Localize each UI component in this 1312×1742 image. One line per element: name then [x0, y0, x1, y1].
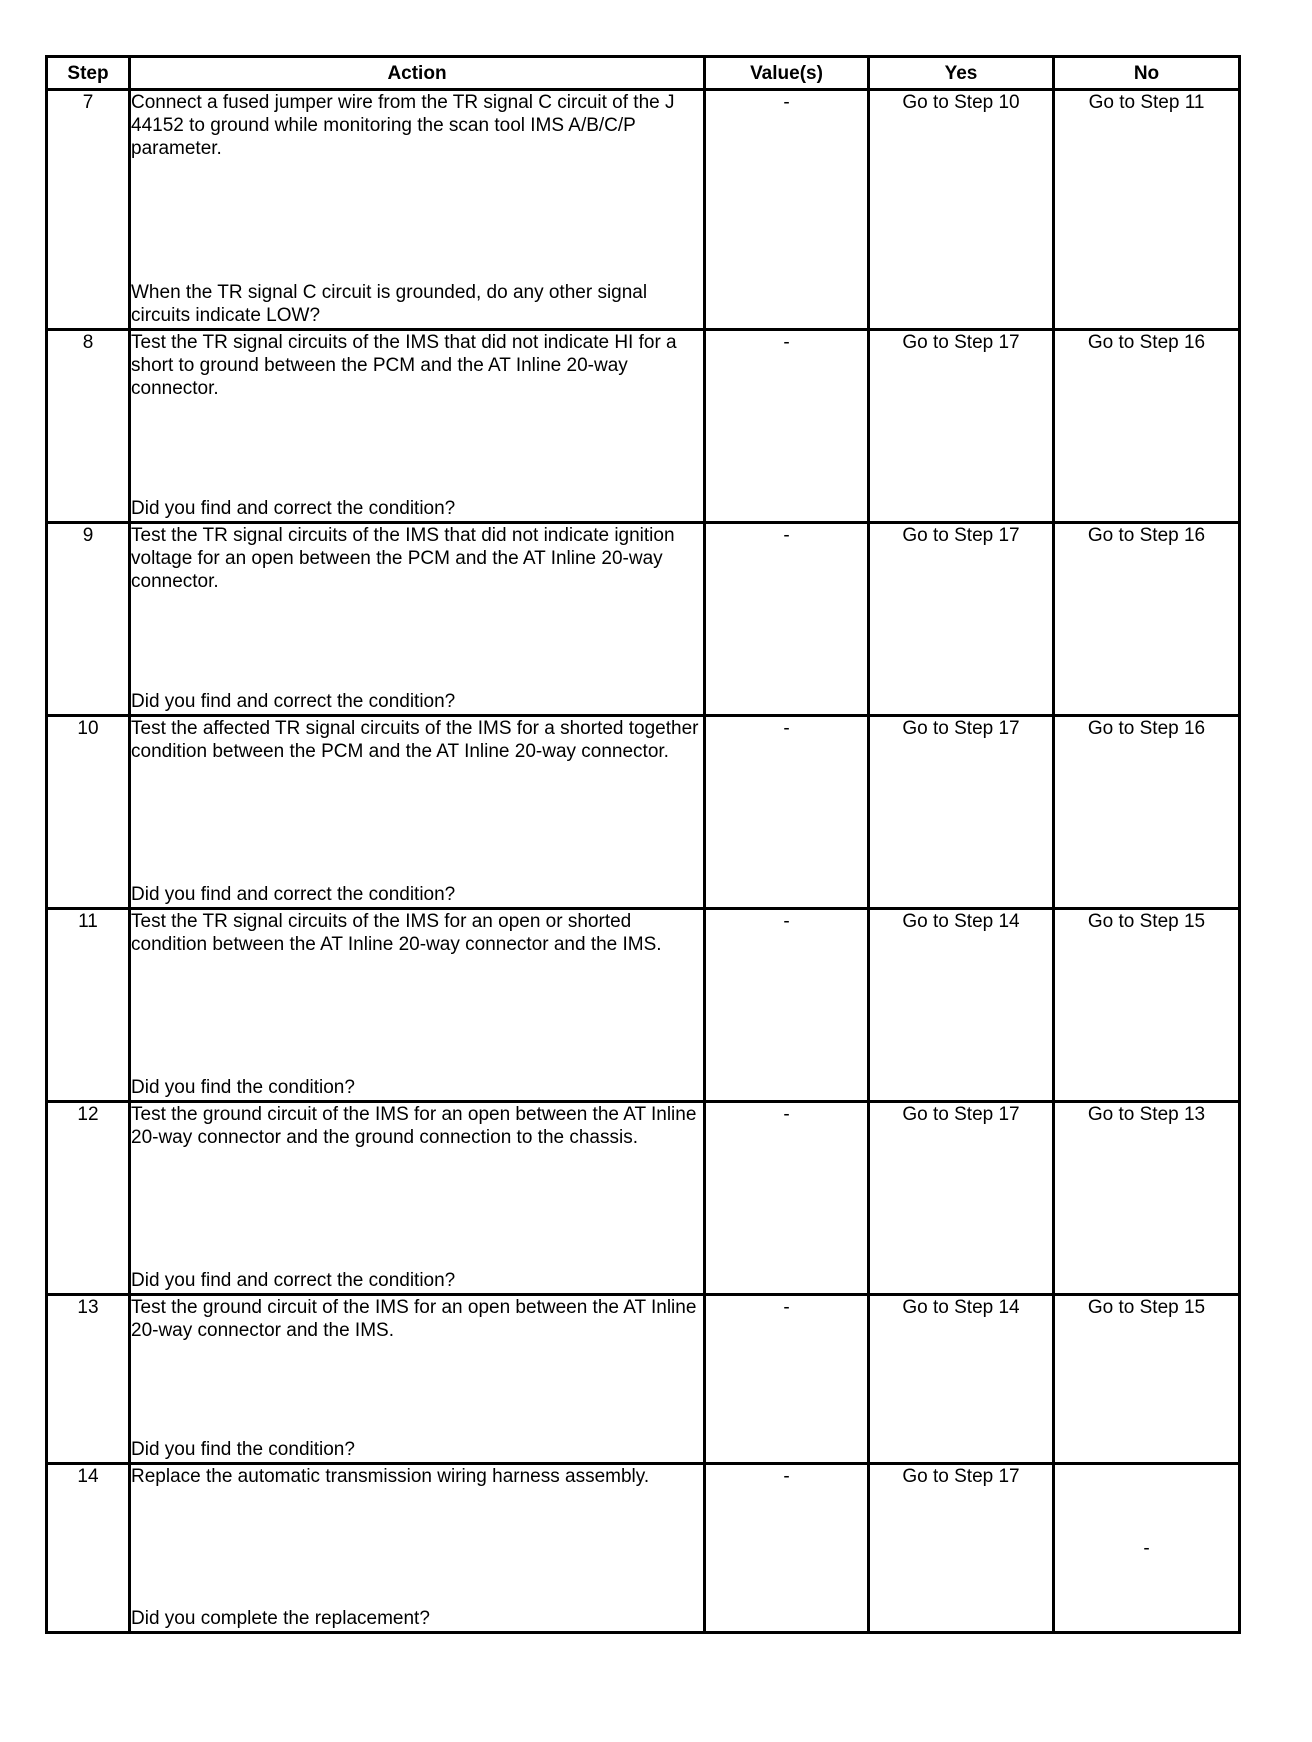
step-number: 7: [47, 90, 130, 330]
table-row: [47, 909, 1240, 1102]
action-text: Test the TR signal circuits of the IMS that did not indicate HI for a short to ground between the PCM and the AT Inline 20-way connector.: [131, 332, 677, 399]
action-question: Did you find and correct the condition?: [131, 884, 456, 905]
action-cell: [130, 523, 705, 716]
table-row: [47, 1464, 1240, 1633]
step-number: 8: [47, 330, 130, 523]
table-row: [47, 1295, 1240, 1464]
yes-result: Go to Step 14: [869, 1295, 1054, 1464]
action-question: Did you find the condition?: [131, 1077, 355, 1098]
action-text: Replace the automatic transmission wiring harness assembly.: [131, 1466, 650, 1487]
step-number: 12: [47, 1102, 130, 1295]
step-number: 14: [47, 1464, 130, 1633]
no-result: Go to Step 13: [1054, 1102, 1240, 1295]
action-text: Connect a fused jumper wire from the TR signal C circuit of the J 44152 to ground while monitoring the scan tool IMS A/B/C/P parameter.: [131, 92, 675, 159]
header-row: [47, 57, 1240, 90]
action-question: Did you find and correct the condition?: [131, 498, 456, 519]
action-question: Did you find and correct the condition?: [131, 691, 456, 712]
table-row: [47, 330, 1240, 523]
value-cell: -: [705, 330, 869, 523]
value-cell: -: [705, 1102, 869, 1295]
value-cell: -: [705, 1464, 869, 1633]
action-text: Test the ground circuit of the IMS for an open between the AT Inline 20-way connector and the IMS.: [131, 1297, 697, 1341]
yes-result: Go to Step 17: [869, 716, 1054, 909]
diagnostic-table: [45, 55, 1241, 1634]
table-row: [47, 716, 1240, 909]
action-text: Test the affected TR signal circuits of the IMS for a shorted together condition between the PCM and the AT Inline 20-way connector.: [131, 718, 699, 762]
value-cell: -: [705, 1295, 869, 1464]
no-result: Go to Step 11: [1054, 90, 1240, 330]
action-question: When the TR signal C circuit is grounded, do any other signal circuits indicate LOW?: [131, 282, 648, 326]
table-row: [47, 90, 1240, 330]
no-result: Go to Step 16: [1054, 523, 1240, 716]
yes-result: Go to Step 17: [869, 523, 1054, 716]
value-cell: -: [705, 523, 869, 716]
action-cell: [130, 716, 705, 909]
no-result: Go to Step 15: [1054, 1295, 1240, 1464]
action-cell: [130, 90, 705, 330]
action-cell: [130, 330, 705, 523]
no-result: -: [1054, 1464, 1240, 1633]
header-action: Action: [130, 57, 705, 90]
action-text: Test the ground circuit of the IMS for an open between the AT Inline 20-way connector and the ground connection to the chassis.: [131, 1104, 697, 1148]
step-number: 11: [47, 909, 130, 1102]
value-cell: -: [705, 716, 869, 909]
header-no: No: [1054, 57, 1240, 90]
action-cell: [130, 1295, 705, 1464]
yes-result: Go to Step 10: [869, 90, 1054, 330]
action-cell: [130, 1464, 705, 1633]
action-text: Test the TR signal circuits of the IMS for an open or shorted condition between the AT Inline 20-way connector and the IMS.: [131, 911, 662, 955]
header-step: Step: [47, 57, 130, 90]
action-cell: [130, 1102, 705, 1295]
action-question: Did you find the condition?: [131, 1439, 355, 1460]
yes-result: Go to Step 17: [869, 1102, 1054, 1295]
table-row: [47, 523, 1240, 716]
table-row: [47, 1102, 1240, 1295]
step-number: 13: [47, 1295, 130, 1464]
no-result: Go to Step 16: [1054, 716, 1240, 909]
no-result: Go to Step 16: [1054, 330, 1240, 523]
action-cell: [130, 909, 705, 1102]
yes-result: Go to Step 17: [869, 330, 1054, 523]
header-values: Value(s): [705, 57, 869, 90]
value-cell: -: [705, 90, 869, 330]
header-yes: Yes: [869, 57, 1054, 90]
step-number: 9: [47, 523, 130, 716]
yes-result: Go to Step 17: [869, 1464, 1054, 1633]
value-cell: -: [705, 909, 869, 1102]
action-question: Did you complete the replacement?: [131, 1608, 430, 1629]
action-text: Test the TR signal circuits of the IMS that did not indicate ignition voltage for an open between the PCM and the AT Inline 20-way connector.: [131, 525, 675, 592]
yes-result: Go to Step 14: [869, 909, 1054, 1102]
no-result: Go to Step 15: [1054, 909, 1240, 1102]
action-question: Did you find and correct the condition?: [131, 1270, 456, 1291]
step-number: 10: [47, 716, 130, 909]
